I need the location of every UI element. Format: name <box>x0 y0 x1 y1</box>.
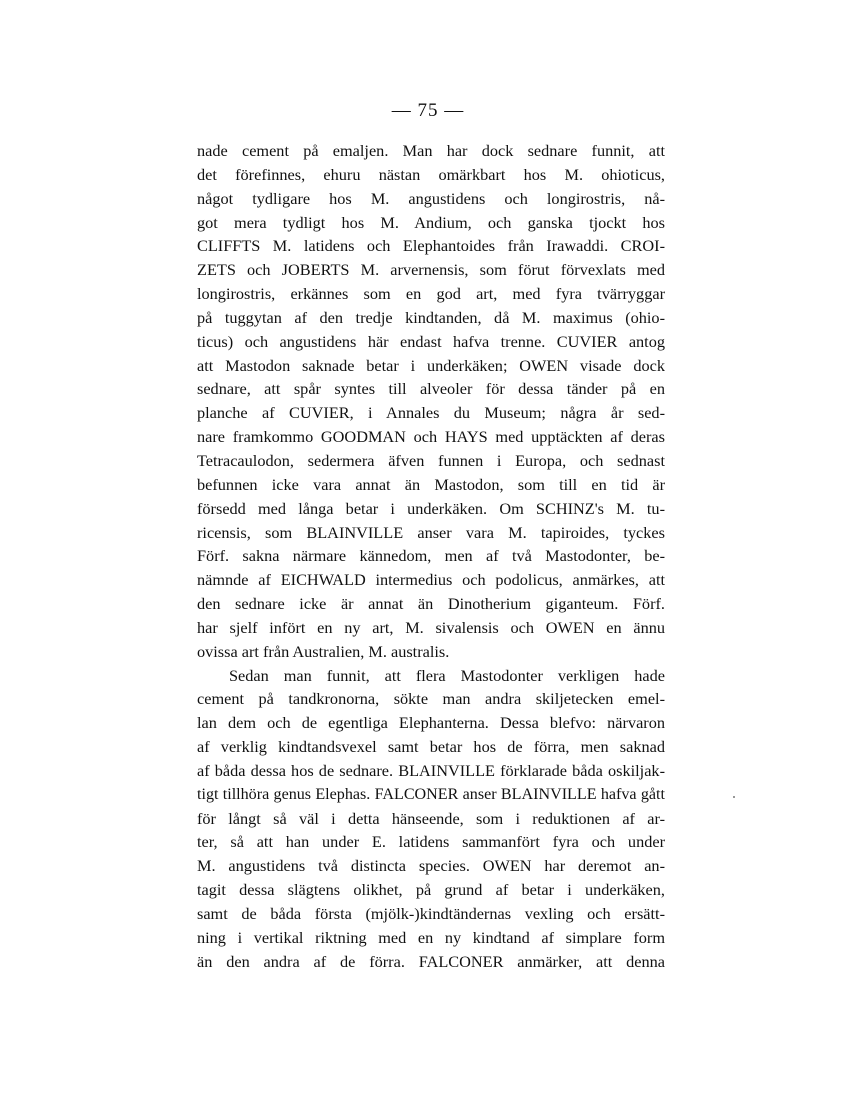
text-line: ricensis, som BLAINVILLE anser vara M. tapiroides, tyckes <box>197 522 665 542</box>
paragraph-first-line: Sedan man funnit, att flera Mastodonter verkligen hade <box>229 665 665 685</box>
text-line: har sjelf infört en ny art, M. sivalensis och OWEN en ännu <box>197 617 665 637</box>
text-line: än den andra af de förra. FALCONER anmärker, att denna <box>197 951 665 971</box>
paragraph-end-line: ovissa art från Australien, M. australis. <box>197 641 450 661</box>
text-line: ZETS och JOBERTS M. arvernensis, som förut förvexlats med <box>197 260 665 280</box>
text-line: M. angustidens två distincta species. OWEN har deremot an- <box>197 856 665 876</box>
text-line: af båda dessa hos de sednare. BLAINVILLE förklarade båda oskiljak- <box>197 760 665 780</box>
text-line: den sednare icke är annat än Dinotherium giganteum. Förf. <box>197 594 665 614</box>
text-line: något tydligare hos M. angustidens och longirostris, nå- <box>197 188 665 208</box>
text-line: nare framkommo GOODMAN och HAYS med upptäckten af deras <box>197 427 665 447</box>
text-line: cement på tandkronorna, sökte man andra skiljetecken emel- <box>197 689 665 709</box>
text-line: ticus) och angustidens här endast hafva trenne. CUVIER antog <box>197 331 665 351</box>
text-line: samt de båda första (mjölk-)kindtändernas vexling och ersätt- <box>197 904 665 923</box>
text-line: för långt så väl i detta hänseende, som i reduktionen af ar- <box>197 808 665 828</box>
text-line: ter, så att han under E. latidens sammanfört fyra och under <box>197 832 665 852</box>
text-line: CLIFFTS M. latidens och Elephantoides från Irawaddi. CROI- <box>197 236 665 256</box>
scan-speck <box>733 796 735 798</box>
text-line: nade cement på emaljen. Man har dock sednare funnit, att <box>197 141 665 160</box>
page-number: — 75 — <box>391 100 465 121</box>
text-line: longirostris, erkännes som en god art, med fyra tvärryggar <box>197 284 665 304</box>
text-line: lan dem och de egentliga Elephanterna. Dessa blefvo: närvaron <box>197 713 665 733</box>
text-line: sednare, att spår syntes till alveoler för dessa tänder på en <box>197 379 665 399</box>
text-line: försedd med långa betar i underkäken. Om SCHINZ's M. tu- <box>197 498 665 518</box>
text-line: Tetracaulodon, sedermera äfven funnen i Europa, och sednast <box>197 450 665 470</box>
text-line: planche af CUVIER, i Annales du Museum; några år sed- <box>197 403 665 423</box>
text-line: det förefinnes, ehuru nästan omärkbart hos M. ohioticus, <box>197 164 665 184</box>
text-line: got mera tydligt hos M. Andium, och ganska tjockt hos <box>197 212 665 232</box>
body-text <box>197 139 665 974</box>
text-line: nämnde af EICHWALD intermedius och podolicus, anmärkes, att <box>197 570 665 590</box>
text-line: befunnen icke vara annat än Mastodon, som till en tid är <box>197 474 665 494</box>
text-line: tagit dessa slägtens olikhet, på grund af betar i underkäken, <box>197 880 665 900</box>
text-line: på tuggytan af den tredje kindtanden, då M. maximus (ohio- <box>197 307 665 327</box>
text-line: ning i vertikal riktning med en ny kindtand af simplare form <box>197 927 665 947</box>
text-line: af verklig kindtandsvexel samt betar hos de förra, men saknad <box>197 737 665 757</box>
text-line: tigt tillhöra genus Elephas. FALCONER anser BLAINVILLE hafva gått <box>197 785 665 803</box>
text-line: att Mastodon saknade betar i underkäken; OWEN visade dock <box>197 355 665 375</box>
text-line: Förf. sakna närmare kännedom, men af två Mastodonter, be- <box>197 546 665 566</box>
